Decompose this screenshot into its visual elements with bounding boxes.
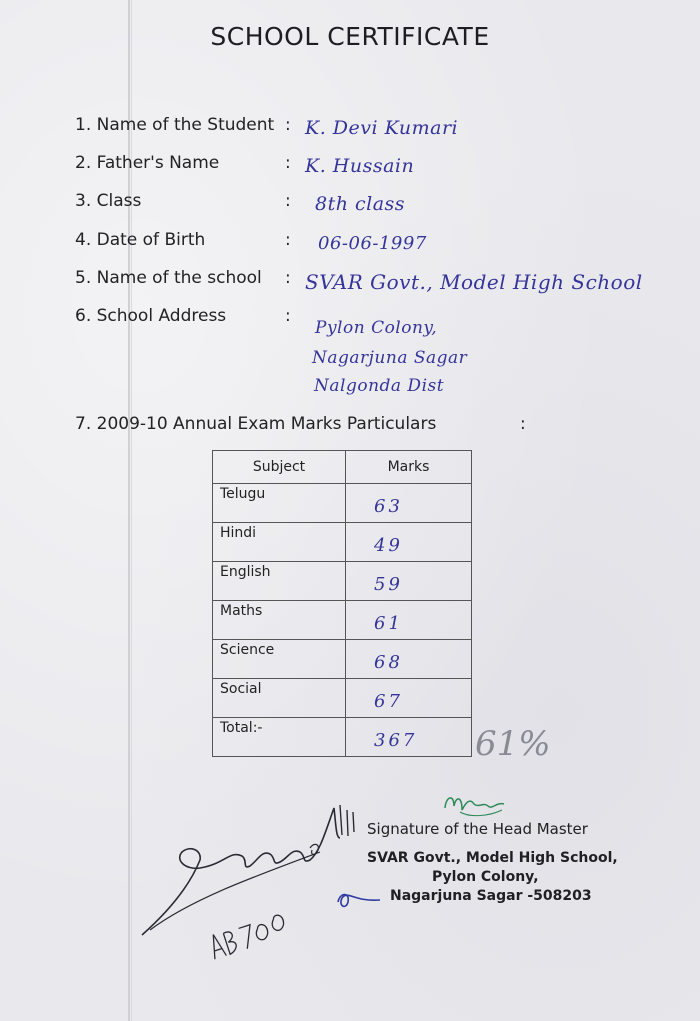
subject-cell: Telugu [213,484,346,523]
field-label-school-name: 5. Name of the school [75,268,262,288]
table-row [213,523,472,562]
marks-section-colon: : [520,414,526,434]
table-row-total [213,718,472,757]
student-name-value: K. Devi Kumari [305,117,459,139]
total-marks-cell: 367 [346,718,472,757]
table-row [213,484,472,523]
field-label-dob: 4. Date of Birth [75,230,206,250]
subject-header: Subject [213,451,346,484]
table-row [213,601,472,640]
class-value: 8th class [315,193,406,215]
marks-section-title: 7. 2009-10 Annual Exam Marks Particulars [75,414,437,434]
marks-table [212,450,472,757]
field-colon: : [285,306,291,326]
table-row [213,562,472,601]
field-colon: : [285,191,291,211]
marks-cell: 68 [346,640,472,679]
stamp-line-2: Pylon Colony, [432,869,539,885]
table-row [213,679,472,718]
marks-header-row [213,451,472,484]
marks-cell: 49 [346,523,472,562]
field-label-class: 3. Class [75,191,142,211]
stamp-line-1: SVAR Govt., Model High School, [367,850,618,866]
dob-value: 06-06-1997 [318,233,427,254]
certificate-title: SCHOOL CERTIFICATE [210,22,490,51]
subject-cell: Social [213,679,346,718]
subject-cell: Hindi [213,523,346,562]
marks-cell: 63 [346,484,472,523]
signature-title: Signature of the Head Master [367,820,588,838]
field-colon: : [285,230,291,250]
percentage-handwritten: 61% [475,724,551,764]
table-row [213,640,472,679]
marks-header: Marks [346,451,472,484]
field-label-student-name: 1. Name of the Student [75,115,275,135]
field-label-father-name: 2. Father's Name [75,153,220,173]
address-line-2: Nagarjuna Sagar [312,348,468,368]
subject-cell: English [213,562,346,601]
marks-cell: 67 [346,679,472,718]
field-colon: : [285,268,291,288]
stamp-line-3: Nagarjuna Sagar -508203 [390,888,592,904]
father-name-value: K. Hussain [305,155,415,177]
field-colon: : [285,115,291,135]
subject-cell: Maths [213,601,346,640]
school-name-value: SVAR Govt., Model High School [305,270,643,294]
address-line-1: Pylon Colony, [315,318,438,338]
marks-cell: 59 [346,562,472,601]
blue-scribble-icon [334,888,384,912]
total-label-cell: Total:- [213,718,346,757]
subject-cell: Science [213,640,346,679]
marks-cell: 61 [346,601,472,640]
headmaster-signature-icon [130,790,370,965]
field-label-school-address: 6. School Address [75,306,227,326]
address-line-3: Nalgonda Dist [314,376,445,396]
field-colon: : [285,153,291,173]
